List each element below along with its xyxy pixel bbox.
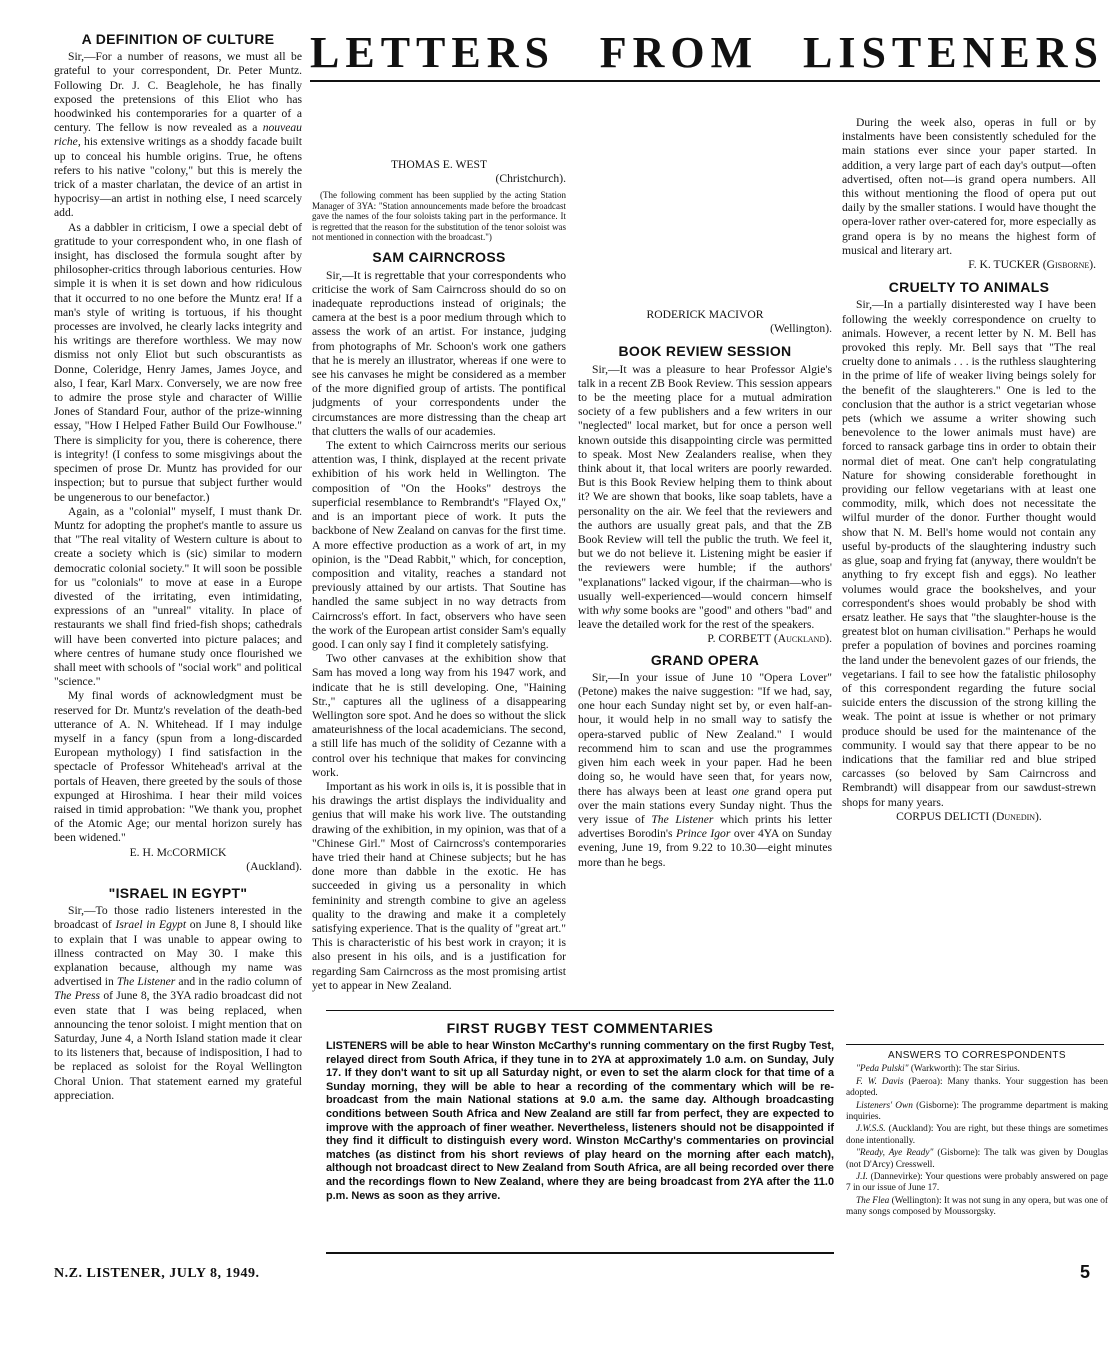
cairncross-paragraph-4: Important as his work in oils is, it is possible that in his drawings the artist displays the individuality and genius that will make his work live. The outstanding drawing of the exhibition, in my opinion, was that of a "Chinese Girl." Most of Cairncross's contemporaries have tried their hand at Chinese subjects; but he has done more than dabble in the exotic. He has succeeded in giving us a personality in which femininity and strength combine to give an ageless quality to the drawing and make it a completely satisfying experience. That is the quality of "great art." This is characteristic of his best work in crayon; it is also present in his oils, and is a justification for regarding Sam Cairncross as the most promising artist yet to appear in New Zealand.	[312, 779, 566, 992]
opera-heading: GRAND OPERA	[650, 651, 760, 668]
israel-signature: THOMAS E. WEST	[390, 158, 488, 171]
column-2	[312, 90, 566, 1006]
israel-place: (Christchurch).	[495, 172, 566, 186]
cairncross-place: (Wellington).	[770, 322, 832, 336]
cairncross-heading: SAM CAIRNCROSS	[372, 249, 506, 266]
israel-editor-note: (The following comment has been supplied by the acting Station Manager of 3YA: "Station announcements made before the broadcast gave the names of the four soloists taking part in the performance. It is regretted that the reason for the substitution of the tenor soloist was not mentioned in connection with the broadcast.")	[312, 190, 566, 243]
answers-box	[846, 1050, 1108, 1220]
cairncross-paragraph-2: The extent to which Cairncross merits our serious attention was, I think, displayed at the recent private exhibition of his work held in Wellington. The composition of "On the Hooks" destroys the superficial resemblance to Rembrandt's "Flayed Ox," and is an important piece of work. It puts the backbone of New Zealand on canvas for the first time. A more effective production as a work of art, in my opinion, is the "Dead Rabbit," which, for conception, composition and vitality, reaches a standard not previously attained by our artists. That Soutine has handled the same subject in no way detracts from Cairncross's effort. In fact, observers who have seen the work of the European artist consider Sam's equally good. I can only say I find it completely satisfying.	[312, 439, 566, 651]
opera-signature: F. K. TUCKER (Gisborne).	[968, 258, 1096, 272]
book-signature: P. CORBETT (Auckland).	[707, 632, 832, 646]
column-4	[842, 90, 1096, 1046]
answers-heading: ANSWERS TO CORRESPONDENTS	[888, 1050, 1066, 1061]
answer-item: F. W. Davis (Paeroa): Many thanks. Your suggestion has been adopted.	[846, 1076, 1108, 1099]
book-paragraph-1: Sir,—It was a pleasure to hear Professor Algie's talk in a recent ZB Book Review. This session appears to be the meeting place for a mutual admiration society of a few publishers and a few writers in our "neglected" local market, but for once a person well known outside this disappointing circle was permitted to speak. Most New Zealanders realise, when they think about it, that local writers are poorly rewarded. But is this Book Review helping them to think about it? We are shown that books, like soap tablets, have a personality on the air. We feel that the reviewers and the authors are usually great pals, and that the ZB Book Review will tell the public the truth. We feel it, but we do not believe it. Listening might be easier if the reviewers were humble; if the authors' "explanations" lacked vigour, if the chairman—who is usually well-experienced—would concern himself with why some books are "good" and others "bad" and leave the detailed work for the rest of the speakers.	[578, 362, 832, 632]
opera-paragraph-1: Sir,—In your issue of June 10 "Opera Lover" (Petone) makes the naive suggestion: "If we had, say, one hour each Sunday night set by, or even half-an-hour, it would help in no small way to satisfy the opera-starved public of New Zealand." I would recommend him to scan and use the programmes given him each week in your paper. Had he been doing so, he would have seen that, for years now, there has always been at least one grand opera put over the main stations every Sunday night. Thus the very issue of The Listener which prints his letter advertises Borodin's Prince Igor over 4YA on Sunday evening, June 19, from 9.22 to 10.30—eight minutes more than he begs.	[578, 670, 832, 869]
israel-heading: "ISRAEL IN EGYPT"	[108, 884, 248, 901]
culture-paragraph-1: Sir,—For a number of reasons, we must all be grateful to your correspondent, Dr. Peter Muntz. Following Dr. J. C. Beaglehole, he has finally exposed the pretensions of this Eliot who has hoodwinked his contemporaries for a quarter of a century. The fellow is now revealed as a nouveau riche, his extensive writings as a shoddy facade built up to conceal his humble origins. True, he oftens refers to his native "colony," but this is merely the trick of a master charlatan, the device of an artist in hypocrisy—an artist in nothing else, I need scarcely add.	[54, 50, 302, 220]
cairncross-paragraph-3: Two other canvases at the exhibition show that Sam has moved a long way from his 1947 work, and indicate that he is still developing. One, "Haining Str.," captures all the ugliness of a disappearing Wellington sore spot. And he does so without the slick amateurishness of the local academicians. The second, a still life has much of the solidity of Cezanne with a control over his technique that makes for convincing work.	[312, 652, 566, 779]
answer-item: The Flea (Wellington): It was not sung in any opera, but was one of many songs composed by Moussorgsky.	[846, 1195, 1108, 1218]
answer-item: "Ready, Aye Ready" (Gisborne): The talk was given by Douglas (not D'Arcy) Cresswell.	[846, 1148, 1108, 1170]
masthead-title: LETTERS FROM LISTENERS	[310, 28, 1104, 77]
cairncross-signature: RODERICK MACIVOR	[646, 308, 764, 321]
israel-paragraph-1: Sir,—To those radio listeners interested in the broadcast of Israel in Egypt on June 8, I should like to explain that I was unable to appear owing to illness contracted on May 30. I make this explanation because, although my name was advertised in The Listener and in the radio column of The Press of June 8, the 3YA radio broadcast did not even state that I was being replaced, when announcing the tenor soloist. I might mention that on Saturday, June 4, a North Island station made it clear to its listeners that, because of indisposition, I had to be replaced as soloist for the Royal Wellington Choral Union. That statement earned my grateful appreciation.	[54, 904, 302, 1102]
opera-paragraph-2: During the week also, operas in full or by instalments have been consistently scheduled for the main stations ever since your paper started. In addition, a very large part of each day's output—often advertised, often not—is grand opera numbers. All this without mentioning the flood of opera put out daily by the smaller stations. I would have thought the opera-lover rather over-catered for, more especially as grand opera is by no means the highest form of musical and literary art.	[842, 116, 1096, 257]
masthead-rule	[310, 80, 1100, 82]
answer-item: Listeners' Own (Gisborne): The programme department is making inquiries.	[846, 1100, 1109, 1123]
culture-heading: A DEFINITION OF CULTURE	[81, 31, 275, 47]
cruelty-signature: CORPUS DELICTI (Dunedin).	[896, 809, 1042, 823]
culture-place: (Auckland).	[246, 859, 302, 873]
culture-paragraph-2: As a dabbler in criticism, I owe a special debt of gratitude to your correspondent who, in one flash of insight, has disclosed the formula sought after by philosopher-critics through laborious centuries. How simple it is when it is set down and how ridiculous that it occurred to no one before the Muntz era! If a man's style of writing is tortuous, if his thought processes are involved, he clearly lacks integrity and his writings are therefore worthless. We may now dismiss not only Eliot but such obscurantists as Donne, Coleridge, Henry James, James Joyce, and also, I fear, Karl Marx. Conversely, we are now free to admire the prose style and character of Willie Jones of Standard Four, author of the prize-winning essay, "How I Helped Father Build Our Fowlhouse." There is simplicity for you, there is coherence, there is integrity! (I confess to some misgivings about the specimen of prose Dr. Muntz has provided for our inspection; but to pursue that subject further would be ungenerous to our benefactor.)	[54, 220, 302, 504]
answer-item: "Peda Pulski" (Warkworth): The star Sirius.	[856, 1064, 1020, 1075]
cruelty-paragraph-1: Sir,—In a partially disinterested way I have been following the weekly correspondence on cruelty to animals. However, a recent letter by N. M. Bell has provoked this reply. Mr. Bell says that "The real cruelty done to animals . . . is the ruthless slaughtering in the prime of life of weaker living beings solely for the benefit of the slaughterers." One is led to the conclusion that the author is a strict vegetarian whose pets (which we assume a writer showing such benevolence to the lower animals must have) are forced to ransack garbage tins in order to obtain their normal diet of meat. One can't help congratulating Nature for showing considerable forethought in providing our fellow vegetarians with at least one commodity, milk, which does not necessitate the wilful murder of the donor. Further thought would show that N. M. Bell's home would not contain any useful by-products of the slaughtering industry such as glue, soap and frying fat (anyway, there wouldn't be anything to fry except fish and eggs). No leather volumes would grace the bookshelves, and your correspondent's shoes would probably be shod with ersatz leather. He says that "the slaughter-house is the greatest blot on human civilisation." Perhaps he would prefer a population of bovines and porcines roaming the land under the benevolent gazes of our friends, the vegetarians. I fail to see how the fatalistic philosophy of this correspondent regarding the future social suicide enters the discussion of the strong killing the weak. The point at issue is whether or not primary produce should be used for the maintenance of the community. I would say that there appear to be no indications that the familiar red and blue striped carcasses (so beloved by Sam Cairncross and Rembrandt) will disappear from our sawdust-strewn shops for many years.	[842, 298, 1096, 809]
page-footer: N.Z. LISTENER, JULY 8, 1949.	[54, 1266, 260, 1281]
rugby-body: LISTENERS will be able to hear Winston McCarthy's running commentary on the first Rugby Test, relayed direct from South Africa, if they tune in to 2YA at approximately 1.0 a.m. on Sunday, July 17. If they don't want to sit up all Saturday night, or even to set the alarm clock for that time of a Sunday morning, they will be able to hear a recording of the commentary which will be re-broadcast from the main National stations at 9.0 a.m. the same day. Although broadcasting conditions between South Africa and New Zealand are still far from perfect, they are expected to improve with the approach of finer weather. Nevertheless, listeners should not be disappointed if they find it difficult to distinguish every word. Winston McCarthy's commentaries on provincial matches (as distinct from his short reviews of play heard on the morning after each match), although not broadcast direct to New Zealand from South Africa, are all being recorded over there and the recordings flown to New Zealand, where they are being broadcast from 2YA after the 11.0 p.m. News as soon as they arrive.	[326, 1040, 834, 1202]
rugby-heading: FIRST RUGBY TEST COMMENTARIES	[446, 1020, 714, 1036]
culture-paragraph-4: My final words of acknowledgment must be reserved for Dr. Muntz's revelation of the death-bed utterance of A. N. Whitehead. If I may indulge myself in a fancy (spun from a long-discarded European mythology) I find satisfaction in the spectacle of Professor Whitehead's arrival at the portals of Heaven, there greeted by the souls of those expunged at Hiroshima. I hear their mild voices raised in timid approbation: "We thank you, prophet of the Atomic Age; our mental horizon surely has been widened."	[54, 689, 302, 845]
column-1	[54, 30, 302, 1258]
book-heading: BOOK REVIEW SESSION	[618, 343, 792, 360]
cairncross-paragraph-1: Sir,—It is regrettable that your correspondents who criticise the work of Sam Cairncross should do so on inadequate reproductions instead of originals; the camera at the best is a poor medium through which to assess the work of an artist. For instance, judging from photographs of Mr. Schoon's work one gathers that he is merely an illustrator, whereas if one were to see his canvases he might be considered as a member of the more dignified group of artists. The pontifical judgments of your correspondents under the circumstances are more distressing than the cheap art that clutters the walls of our academies.	[312, 268, 566, 438]
rugby-announcement	[326, 1012, 834, 1203]
answer-item: J.I. (Dannevirke): Your questions were probably answered on page 7 in our issue of June 17.	[846, 1172, 1108, 1194]
culture-paragraph-3: Again, as a "colonial" myself, I must thank Dr. Muntz for adopting the prophet's mantle to assure us that "The real vitality of Western culture is about to create a society which is (sic) similar to modern democratic colonial society." It will soon be possible for us "colonials" to move at ease in a Europe divested of the irritating, even intimidating, expressions of an "unreal" vitality. In place of restaurants we shall find fried-fish shops; cathedrals will have been converted into picture palaces; and where centres of humane study once flourished we shall meet with schools of "social work" and political "science."	[54, 504, 302, 689]
page-number: 5	[1080, 1262, 1091, 1282]
culture-signature: E. H. McCORMICK	[129, 845, 227, 859]
column-3	[578, 90, 832, 1006]
rugby-bottom-rule	[326, 1252, 834, 1254]
answer-item: J.W.S.S. (Auckland): You are right, but these things are sometimes done intentionally.	[846, 1124, 1108, 1146]
answers-top-rule	[846, 1044, 1104, 1045]
cruelty-heading: CRUELTY TO ANIMALS	[888, 279, 1050, 296]
rugby-top-rule	[326, 1010, 834, 1011]
